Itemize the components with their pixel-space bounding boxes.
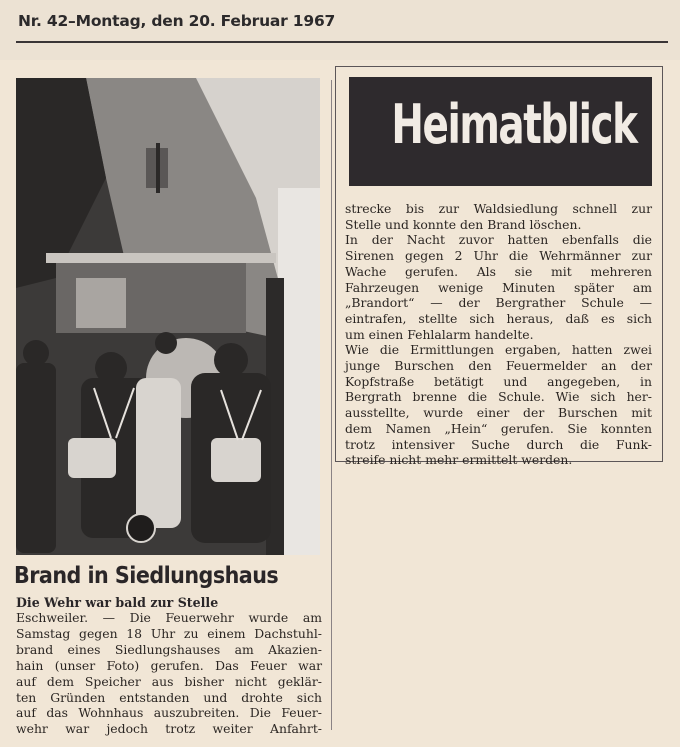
column-rule xyxy=(331,80,332,730)
banner-title: Heimatblick xyxy=(391,93,637,156)
body-line: Fahrzeugen wenige Minuten später am xyxy=(345,279,652,295)
body-line: Bergrath brenne die Schule. Wie sich her- xyxy=(345,389,652,405)
body-line: streife nicht mehr ermittelt werden. xyxy=(345,452,573,468)
body-line: dem Namen „Hein“ gerufen. Sie konnten xyxy=(345,420,652,436)
masthead-rule xyxy=(16,41,668,43)
body-line: Wie die Ermittlungen ergaben, hatten zwei xyxy=(345,342,652,358)
body-line: wehr war jedoch trotz weiter Anfahrt- xyxy=(16,721,322,737)
body-line: Stelle und konnte den Brand löschen. xyxy=(345,216,582,232)
body-line: auf das Wohnhaus auszubreiten. Die Feuer- xyxy=(16,705,322,721)
headline: Brand in Siedlungshaus xyxy=(14,563,279,589)
body-line: junge Burschen den Feuermelder an der xyxy=(345,358,652,374)
paper-background xyxy=(0,0,680,60)
body-line: um einen Fehlalarm handelte. xyxy=(345,326,534,342)
body-line: Kopfstraße betätigt und angegeben, in xyxy=(345,373,652,389)
body-line: eintrafen, stellte sich heraus, daß es sich xyxy=(345,310,652,326)
subhead: Die Wehr war bald zur Stelle xyxy=(16,595,219,610)
body-line: Samstag gegen 18 Uhr zu einem Dachstuhl- xyxy=(16,625,322,641)
body-line: brand eines Siedlungshauses am Akazien- xyxy=(16,641,322,657)
body-line: ten Gründen entstanden und drohte sich xyxy=(16,689,322,705)
body-line: In der Nacht zuvor hatten ebenfalls die xyxy=(345,232,652,248)
heimatblick-banner xyxy=(349,77,652,186)
body-line: Wache gerufen. Als sie mit mehreren xyxy=(345,263,652,279)
body-line: „Brandort“ — der Bergrather Schule — xyxy=(345,295,652,311)
body-line: Eschweiler. — Die Feuerwehr wurde am xyxy=(16,610,322,625)
body-line: trotz intensiver Suche durch die Funk- xyxy=(345,436,652,452)
body-line: auf dem Speicher aus bisher nicht geklär- xyxy=(16,673,322,689)
masthead: Nr. 42–Montag, den 20. Februar 1967 xyxy=(18,12,336,30)
right-column-text xyxy=(345,201,652,468)
body-line: strecke bis zur Waldsiedlung schnell zur xyxy=(345,201,652,216)
left-column-text xyxy=(16,610,322,737)
photo-icon xyxy=(16,78,320,555)
body-line: Sirenen gegen 2 Uhr die Wehrmänner zur xyxy=(345,248,652,264)
article-photo xyxy=(16,78,320,555)
body-line: ausstellte, wurde einer der Burschen mit xyxy=(345,405,652,421)
body-line: hain (unser Foto) gerufen. Das Feuer war xyxy=(16,657,322,673)
